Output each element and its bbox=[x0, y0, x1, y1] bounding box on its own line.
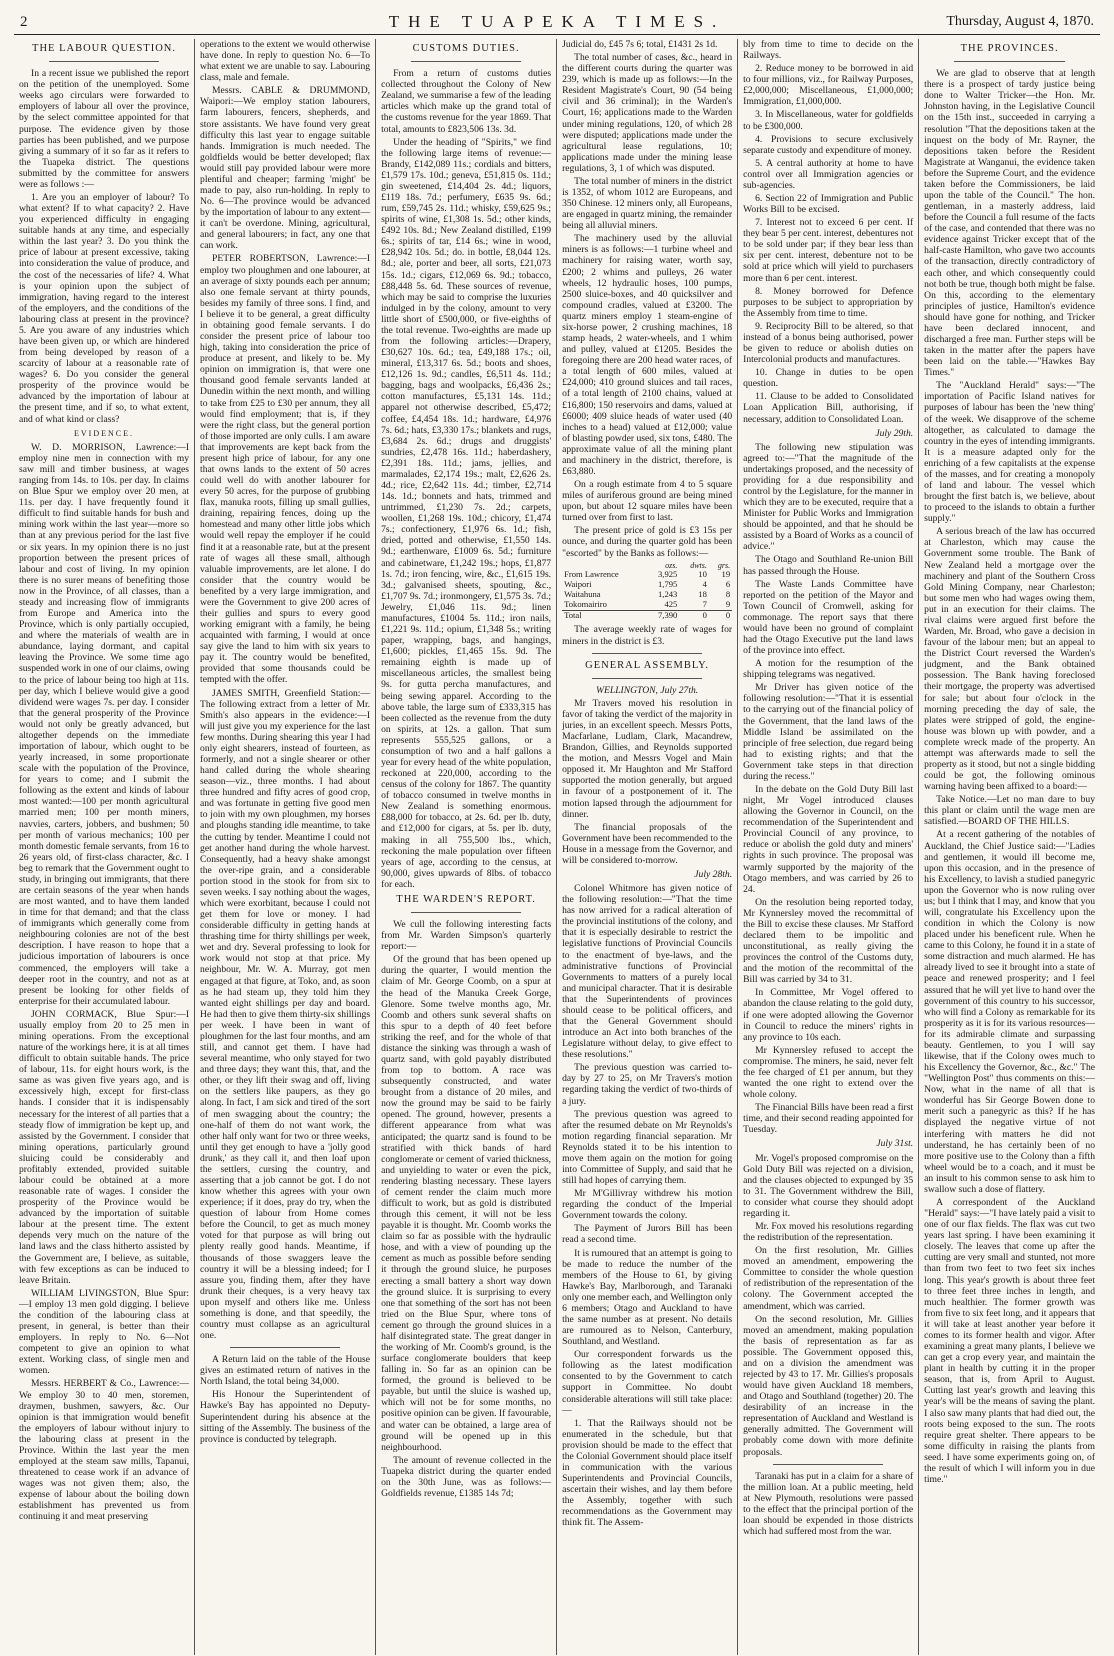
paragraph: In a recent issue we published the report on the petition of the unemployed. Some weeks ago circulars were forwarded to employers of labour all over the province, by the select committee appointed for that purpose. The evidence given by those parties has been published, and we purpose giving a summary of it so far as it refers to the Tuapeka district. The questions submitted by the committee for answers were as follows :— bbox=[19, 68, 190, 190]
divider bbox=[49, 61, 159, 62]
paragraph: WILLIAM LIVINGSTON, Blue Spur:—I employ 13 men gold digging. I believe the condition of the labouring class at present, in general, is better than their employers. In reply to No. 6—Not competent to give an opinion to what extent. Working class, of single men and women. bbox=[19, 1287, 190, 1377]
table-row bbox=[562, 600, 732, 610]
divider bbox=[230, 1347, 340, 1348]
paragraph: A correspondent of the Auckland "Herald" says:—"I have lately paid a visit to one of our flax fields. The flax was cut two years last spring. I have been examining it closely. The leaves that come up after the cutting are very small and stunted, not more than from two feet to two feet six inches long. This year's growth is about three feet to three feet three inches in length, and much healthier. The former growth was from five to six feet long, and it appears that it will take at least another year before it comes to its former health and vigor. After examining a great many plants, I believe we can get a crop every year, and maintain the plant in health by cutting it in the proper season, that is, from April to August. Cutting last year's growth and leaving this year's will be the means of saving the plant. I also saw many plants that had died out, the roots being exposed to the sun. The roots require great shelter. There appears to be some difficulty in raising the plants from seed. I have some experiments going on, of the result of which I will inform you in due time." bbox=[924, 1197, 1096, 1485]
table-cell: 1,243 bbox=[658, 588, 678, 599]
divider bbox=[592, 653, 702, 654]
table-cell: 425 bbox=[664, 598, 678, 609]
column-5 bbox=[738, 39, 919, 1655]
paragraph: A serious breach of the law has occurred at Charleston, which may cause the Government some trouble. The Bank of New Zealand held a mortgage over the machinery and plant of the Southern Cross Gold Mining Company, near Charleston; but some men who had wages owing them, put in an execution for their claims. The rival claims were argued first before the Warden, Mr. Broad, who gave a decision in favour of the labour men; but an appeal to the District Court reversed the Warden's judgment, and the Bank obtained possession. The Bank having foreclosed their mortgage, the property was advertised for sale; but about four o'clock in the morning preceding the day of sale, the plates were stripped of gold, the engine-house was blown up with powder, and a complete wreck made of the property. An attempt was afterwards made to sell the property as it stood, but not a single bidding could be got, the following ominous warning having been affixed to a board:— bbox=[924, 526, 1096, 793]
dateline: July 28th. bbox=[694, 868, 733, 880]
table-header-cell: grs. bbox=[717, 560, 731, 570]
paragraph: In Committee, Mr Vogel offered to abandon the clause relating to the gold duty, if one were adopted allowing the Governor in Council to reduce the miners' rights in any province to 10s each. bbox=[743, 987, 914, 1043]
divider bbox=[773, 1464, 883, 1465]
paragraph: The previous question was carried to-day by 27 to 25, on Mr Travers's motion regarding taking the verdict of two-thirds of a jury. bbox=[562, 1062, 733, 1107]
paragraph: Mr. Fox moved his resolutions regarding the redistribution of the representation. bbox=[743, 1220, 914, 1244]
paragraph: We cull the following interesting facts from Mr. Warden Simpson's quarterly report:— bbox=[381, 919, 552, 953]
dateline: July 31st. bbox=[876, 1138, 914, 1150]
table-total-row bbox=[562, 610, 732, 620]
paragraph: On the second resolution, Mr. Gillies moved an amendment, making population the basis of representation as far as possible. The Government opposed this, and on a division the amendment was rejected by 43 to 17. Mr. Gillies's proposals would have given Auckland 18 members, and Otago and Southland (together) 20. The desirability of an increase in the representation of Auckland and Westland is generally admitted. The Government will probably come down with more definite proposals. bbox=[743, 1313, 914, 1458]
paragraph: The following new stipulation was agreed to:—"That the magnitude of the undertakings proposed, and the necessity of providing for a due responsibility and control by the Legislature, for the manner in which they are to be executed, require that a Minister for Public Works and Immigration should be appointed, and that he should be assisted by a Board of Works as a council of advice." bbox=[743, 441, 914, 553]
paragraph: On a rough estimate from 4 to 5 square miles of auriferous ground are being mined upon, but about 12 square miles have been turned over from first to last. bbox=[562, 479, 733, 524]
paragraph: The Otago and Southland Re-union Bill has passed through the House. bbox=[743, 554, 914, 577]
table-cell: 4 bbox=[702, 578, 707, 589]
dateline: July 29th. bbox=[875, 427, 914, 439]
masthead bbox=[14, 10, 1100, 35]
paragraph: Messrs. HERBERT & Co., Lawrence:—We employ 30 to 40 men, storemen, draymen, bushmen, sawyers, &c. Our opinion is that immigration would benefit the employers of labour without injury to the labouring class at present in the Province. Within the last year the men employed at the steam saw mills, Tapanui, threatened to cease work if an advance of wages was not given them; also, the expense of labour about the boiling down establishment has prevented us from continuing it and meat preserving bbox=[19, 1378, 190, 1523]
paragraph: A Return laid on the table of the House gives an estimated return of natives in the North Island, the total being 34,000. bbox=[200, 1354, 371, 1388]
paragraph: Mr Travers moved his resolution in favor of taking the verdict of the majority in juries, in an excellent speech. Messrs Potts, Macfarlane, Ludlam, Clark, Macandrew, Brandon, Gillies, and Reynolds supported the motion, and Messrs Vogel and Main opposed it. Mr Haughton and Mr Stafford supported the motion generally, but argued in favour of a postponement of it. The motion lapsed through the adjournment for dinner. bbox=[562, 697, 733, 820]
paragraph: 11. Clause to be added to Consolidated Loan Application Bill, authorising, if necessary, addition to Consolidated Loan. bbox=[743, 391, 914, 425]
issue-date: Thursday, August 4, 1870. bbox=[946, 14, 1094, 29]
paragraph: The Payment of Jurors Bill has been read a second time. bbox=[562, 1223, 733, 1246]
paragraph: Mr. Vogel's proposed compromise on the Gold Duty Bill was rejected on a division, and the clauses objected to expunged by 35 to 31. The Government withdrew the Bill, to consider what course they should adopt regarding it. bbox=[743, 1152, 914, 1219]
column-2 bbox=[195, 39, 376, 1655]
paragraph: On the resolution being reported today, Mr Kynnersley moved the recommittal of the Bill to excise these clauses. Mr Stafford declared them to be impolitic and unconstitutional, as really giving the provinces the control of the Customs duty, and the motion of the recommittal of the Bill was carried by 34 to 31. bbox=[743, 896, 914, 986]
paragraph: 6. Section 22 of Immigration and Public Works Bill to be excised. bbox=[743, 193, 914, 216]
paragraph: 1. Are you an employer of labour? To what extent? If to what capacity? 2. Have you experienced difficulty in engaging suitable hands at any time, and especially within the last year? 3. Do you think the price of labour at present excessive, taking into consideration the value of produce, and the cost of the necessaries of life? 4. What is your opinion upon the subject of immigration, having regard to the interest of the employers, and the conditions of the labouring class at present in the province? 5. Are you aware of any industries which have been given up, or which are hindered from being developed by reason of a scarcity of labour at a reasonable rate of wages? 6. Do you consider the general prosperity of the province would be advanced by the importation of labour at the present time, and if so, to what extent, and of what kind or class? bbox=[19, 191, 190, 425]
paragraph: The financial proposals of the Government have been recommended to the House in a message from the Governor, and will be considered to-morrow. bbox=[562, 821, 733, 866]
paragraph: The present price of gold is £3 15s per ounce, and during the quarter gold has been "escorted" by the Banks as follows:— bbox=[562, 525, 733, 559]
paragraph: On the first resolution, Mr. Gillies moved an amendment, empowering the Committee to consider the whole question of redistribution of the representation of the colony. The Government accepted the amendment, which was carried. bbox=[743, 1245, 914, 1312]
paragraph: In the debate on the Gold Duty Bill last night, Mr Vogel introduced clauses allowing the Governor in Council, on the recommendation of the Superintendent and Provincial Council of any province, to reduce or abolish the gold duty and miners' rights in such province. The proposal was warmly supported by the majority of the Otago members, and was carried by 26 to 24. bbox=[743, 784, 914, 895]
paragraph: Mr M'Gillivray withdrew his motion regarding the conduct of the Imperial Government towards the colony. bbox=[562, 1188, 733, 1222]
paragraph: JOHN CORMACK, Blue Spur:—I usually employ from 20 to 25 men in mining operations. From the exceptional nature of the workings here, it is at all times difficult to obtain suitable hands. The price of labour, 11s. for eight hours work, is the same as was given five years ago, and is excessively high, except for first-class hands. I consider that it is indispensably necessary for the interest of all parties that a steady flow of immigration be kept up, and assisted by the Government. I consider that mining operations, particularly ground sluicing could be considerably and profitably extended, provided suitable labour could be obtained at a more reasonable rate of wages. I consider the prosperity of the Province would be advanced by the importation of suitable labour at the present time. The extent depends very much on the nature of the land laws and the class hitherto assisted by the Government are, I believe, as suitable, with few exceptions as can be induced to leave Britain. bbox=[19, 1008, 190, 1286]
paragraph: His Honour the Superintendent of Hawke's Bay has appointed no Deputy-Superintendent during his absence at the sitting of the Assembly. The business of the province is conducted by telegraph. bbox=[200, 1389, 371, 1445]
article-heading-general-assembly: GENERAL ASSEMBLY. bbox=[585, 659, 710, 671]
divider bbox=[592, 678, 702, 679]
table-header-cell: ozs. bbox=[665, 560, 678, 570]
paragraph: Under the heading of "Spirits," we find the following large items of revenue:—Brandy, £142,089 11s.; cordials and bitters, £1,579 17s. 10d.; geneva, £51,815 0s. 11d.; gin sweetened, £14,404 2s. 4d.; liquors, £119 18s. 7d.; perfumery, £635 9s. 6d.; rum, £59,745 2s. 11d.; whisky, £59,625 9s.; spirits of wine, £1,308 1s. 5d.; other kinds, £492 10s. 8d.; New Zealand distilled, £199 6s.; spirits of tar, £14 6s.; wine in wood, £28,942 10s. 5d.; do. in bottle, £8,044 12s. 8d.; ale, porter and beer, all sorts, £21,073 15s. 1d.; cigars, £12,069 6s. 9d.; tobacco, £88,448 5s. 6d. These sources of revenue, which may be said to comprise the luxuries indulged in by the colony, amount to very little short of £500,000, or five-eighths of the total revenue. Two-eighths are made up from the following articles:—Drapery, £30,627 10s. 6d.; tea, £49,188 17s.; oil, mineral, £13,317 6s. 5d.; boots and shoes, £12,126 1s. 9d.; candles, £6,511 4s. 11d.; bagging, bags and woolpacks, £6,436 2s.; cotton manufactures, £5,131 14s. 11d.; apparel not otherwise described, £5,472; coffee, £4,454 18s. 1d.; hardware, £4,976 7s. 6d.; hats, £3,330 17s.; blankets and rugs, £3,684 2s. 6d.; drugs and druggists' sundries, £2,478 16s. 11d.; haberdashery, £2,391 18s. 11d.; jams, jellies, and marmalades, £2,174 19s.; malt, £2,626 2s. 4d.; rice, £2,642 11s. 4d.; timber, £2,714 14s. 1d.; bonnets and hats, trimmed and untrimmed, £1,230 7s. 2d.; carpets, woollen, £1,268 19s. 10d.; chicory, £1,474 7s.; confectionery, £1,976 6s. 1d.; fish, dried, potted and otherwise, £1,550 14s. 9d.; earthenware, £1009 6s. 5d.; furniture and cabinetware, £1,242 19s.; hops, £1,877 1s. 7d.; iron fencing, wire, &c., £1,615 19s. 3d.; galvanised sheets, spouting, &c., £1,707 9s. 7d.; ironmongery, £1,575 3s. 7d.; Jewelry, £1,046 11s. 9d.; linen manufactures, £1004 5s. 11d.; iron nails, £1,221 9s. 11d.; opium, £1,348 5s.; writing paper, wrapping, bags, and hangings, £1,600; pickles, £1,465 15s. 9d. The remaining eighth is made up of miscellaneous articles, the smallest being 9s. for gutta percha manufactures, and being sewing apparel. According to the above table, the large sum of £333,315 has been collected as the revenue from the duty on spirits, at 12s. a gallon. That sum represents 555,525 gallons, or a consumption of two and a half gallons a year for every head of the white population, reckoned at 220,000, according to the census of the colony for 1867. The quantity of tobacco consumed in twelve months in New Zealand is something enormous. £88,000 for tobacco, at 2s. 6d. per lb. duty, and £12,000 for cigars, at 5s. per lb. duty, making in all 755,500 lbs., which, reckoning the male population over fifteen years of age, according to the census, at 90,000, gives upwards of 8lbs. of tobacco for each. bbox=[381, 136, 552, 890]
paragraph: Judicial do, £45 7s 6; total, £1431 2s 1d. bbox=[562, 39, 718, 50]
table-cell: 19 bbox=[721, 568, 731, 579]
paragraph: W. D. MORRISON, Lawrence:—I employ nine men in connection with my saw mill and timber business, at wages ranging from 14s. to 10s. per day. In claims on Blue Spur we employ over 20 men, at 11s. per day. I have frequently found it difficult to find suitable hands for bush and mining work within the last year—more so than at any previous period for the last five or six years. In my opinion there is no just proportion between the present prices of labour and cost of living. In my opinion there is no surer means of benefiting those now in the Province, of all classes, than a steady and increasing flow of immigrants from Europe and America into the Province, which is only partially occupied, and where the materials of wealth are in abundance, laying dormant, and capital leaving the Province. We some time ago suspended work in one of our claims, owing to the price of labour being too high at 11s. per day, which I believe would give a good dividend were wages 7s. per day. I consider that the general prosperity of the Province would not only be greatly advanced, but altogether depends on the immediate importation of labour, which ought to be yearly increased, in some proportionate scale with the population of the Province, for years to come; and I submit the following as the extent and kinds of labour most wanted:—100 per month agricultural married men; 100 per month miners, navvies, carters, jobbers, and bushmen; 50 per month of various mechanics; 100 per month domestic female servants, from 16 to 26 years old, of first-class character, &c. I beg to remark that the Government ought to study, in bringing out immigrants, that there are certain seasons of the year when hands are most wanted, and to have them landed in time for that demand; and that the class of immigrants which generally come from neighbouring colonies are not of the best description. I have reason to hope that a judicious importation of labourers is once commenced, the employers will take a deeper root in the country, and not as at present be looking for other fields of enterprise for their accumulated labour. bbox=[19, 441, 190, 1007]
paragraph: bly from time to time to decide on the Railways. bbox=[743, 39, 914, 62]
table-cell: 7,390 bbox=[646, 610, 679, 620]
paragraph: Messrs. CABLE & DRUMMOND, Waipori:—We employ station labourers, farm labourers, fencers, shepherds, and store assistants. We have found very great difficulty this last year to engage suitable hands. Immigration is much needed. The goldfields would be better developed; flax would still pay provided labour were more plentiful and cheaper; farming 'might' be made to pay, also run-holding. In reply to No. 6—The province would be advanced by the importation of labour to any extent—it can't be overdone. Mining, agricultural, and general labourers; in fact, any one that can work. bbox=[200, 85, 371, 252]
columns bbox=[14, 39, 1100, 1655]
paragraph: The Waste Lands Committee have reported on the petition of the Mayor and Town Council of Cromwell, asking for commonage. The report says that there would have been no ground of complaint had the Otago Executive put the land laws of the province into effect. bbox=[743, 578, 914, 657]
table-cell: 8 bbox=[725, 588, 731, 599]
paragraph: The machinery used by the alluvial miners is as follows:—1 turbine wheel and machinery for raising water, worth say, £200; 2 whims and pulleys, 26 water wheels, 12 hydraulic hoses, 100 pumps, 2500 sluice-boxes, and 40 quicksilver and compound cradles, valued at £3200. The quartz miners employ 1 steam-engine of six-horse power, 2 crushing machines, 18 stamp heads, 2 water-wheels, and 1 whim and pulley, valued at £1205. Besides the foregoing there are 200 head water races, of a total length of 600 miles, valued at £24,000; 410 ground sluices and tail races, of a total length of 2100 chains, valued at £16,800; 150 reservoirs and dams, valued at £6000; 409 sluice heads of water used (40 inches to a head) valued at £12,000; value of blasting powder used, six tons, £480. The approximate value of all the mining plant and machinery in the district, therefore, is £63,880. bbox=[562, 233, 733, 477]
table-cell: Waipori bbox=[564, 578, 592, 589]
paragraph: 3. In Miscellaneous, water for goldfields to be £300,000. bbox=[743, 109, 914, 132]
table-cell: 3,925 bbox=[658, 568, 678, 579]
paragraph: Mr Driver has given notice of the following resolution:—"That it is essential to the carrying out of the financial policy of the Government, that the land laws of the Middle Island be assimilated on the principle of free selection, due regard being had to existing rights; and that the Government take steps in that direction during the recess." bbox=[743, 682, 914, 782]
paragraph: 9. Reciprocity Bill to be altered, so that instead of a bonus being authorised, power be given to reduce or abolish duties on Intercolonial products and manufactures. bbox=[743, 320, 914, 366]
table-cell: 9 bbox=[725, 598, 731, 609]
paragraph: 4. Provisions to secure exclusively separate custody and expenditure of money. bbox=[743, 133, 914, 156]
article-heading-customs-duties: CUSTOMS DUTIES. bbox=[412, 43, 520, 54]
paragraph: Our correspondent forwards us the following as the latest modification consented to by the Government to catch support in Committee. No doubt considerable alterations will still take place:— bbox=[562, 1349, 733, 1416]
table-cell: Tokomairiro bbox=[564, 598, 607, 609]
paragraph: PETER ROBERTSON, Lawrence:—I employ two ploughmen and one labourer, at an average of sixty pounds each per annum; also one female servant at thirty pounds, besides my family of three sons. I find, and I believe it to be general, a great difficulty in obtaining good female servants. I do consider the present price of labour too high, taking into consideration the price of produce at present, and likely to be. My opinion on immigration is, that were one thousand good female servants landed at Dunedin within the next month, and willing to take from £25 to £30 per annum, they all would find employment; that is, if they were the right class, but the general portion of those imported are only culls. I am aware that improvements are kept back from the present high price of labour, for any one that owns lands to the extent of 50 acres could well do with another labourer for every 50 acres, for the purpose of grubbing flax, manuka roots, filling up small gullies, draining, repairing fences, doing up the homestead and many other little jobs which would well repay the employer if he could find it at a reasonable rate, but at the present rate of wages all these small, although valuable improvements, are let alone. I do consider that the country would be benefited by a very large immigration, and were the Government to give 200 acres of their gullies and spurs to every good working emigrant with a family, he being acquainted with farming, I would at once say give the land to him with six years to pay it. The country would be benefited, provided that some thousands could be tempted with the offer. bbox=[200, 253, 371, 686]
paragraph: The amount of revenue collected in the Tuapeka district during the quarter ended on the 30th June, was as follows:—Goldfields revenue, £1385 14s 7d; bbox=[381, 1454, 552, 1500]
table-cell: 7 bbox=[702, 598, 707, 609]
paragraph: 2. Reduce money to be borrowed in aid to four millions, viz., for Railway Purposes, £2,000,000; Miscellaneous, £1,000,000; Immigration, £1,000,000. bbox=[743, 63, 914, 108]
paragraph: 10. Change in duties to be open question. bbox=[743, 367, 914, 390]
paragraph: The Financial Bills have been read a first time, and their second reading appointed for Tuesday. bbox=[743, 1102, 914, 1136]
article-heading-the-provinces: THE PROVINCES. bbox=[960, 43, 1059, 54]
paragraph: The previous question was agreed to after the resumed debate on Mr Reynolds's motion regarding financial separation. Mr Reynolds stated it to be his intention to move them again on the motion for going into Committee of Supply, and said that he still had hopes of carrying them. bbox=[562, 1108, 733, 1187]
newspaper-title: THE TUAPEKA TIMES. bbox=[388, 12, 726, 31]
divider bbox=[411, 912, 521, 913]
paragraph: The total number of miners in the district is 1352, of whom 1012 are Europeans, and 350 Chinese. 12 miners only, all Europeans, are engaged in quartz mining, the remainder being all alluvial miners. bbox=[562, 175, 733, 232]
paragraph: The "Auckland Herald" says:—"The importation of Pacific Island natives for purposes of labour has been the 'new thing' of the week. We disapprove of the scheme altogether, as calculated to damage the country in the eyes of intending immigrants. It is a measure adapted only for the enriching of a few capitalists at the expense of the masses, and for creating a monopoly of land and labour. The vessel which brought the first batch is, we believe, about to proceed to the islands to obtain a further supply." bbox=[924, 380, 1096, 525]
paragraph: Mr Kynnersley refused to accept the compromise. The miners, he said, never felt the fee charged of £1 per annum, but they wanted the one right to extend over the whole colony. bbox=[743, 1044, 914, 1101]
table-cell: 6 bbox=[725, 578, 731, 589]
paragraph: The average weekly rate of wages for miners in the district is £3. bbox=[562, 624, 733, 647]
paragraph: operations to the extent we would otherwise have done. In reply to question No. 6—To what extent we are unable to say. Labouring class, male and female. bbox=[200, 39, 371, 84]
paragraph: It is rumoured that an attempt is going to be made to reduce the number of the members of the House to 61, by giving Hawke's Bay, Marlborough, and Taranaki only one member each, and Wellington only 6 members; Otago and Auckland to have the same number as at present. No details are rumoured as to Nelson, Canterbury, Southland, and Westland. bbox=[562, 1247, 733, 1348]
column-1 bbox=[14, 39, 195, 1655]
table-cell: 0 bbox=[679, 610, 709, 620]
paragraph: We are glad to observe that at length there is a prospect of tardy justice being done to Walter Tricker—the Hon. Mr. Johnston having, in the Legislative Council on the 15th inst., succeeded in carrying a resolution "That the depositions taken at the inquest on the body of Mr. Rayner, the depositions taken before the Resident Magistrate at Wanganui, the evidence taken before the Supreme Court, and the evidence taken before the Commissioners, be laid upon the table of the Council." The hon. gentleman, in a masterly address, laid before the Council a full resume of the facts of the case, and contended that there was no evidence against Tricker except that of the half-caste Hamilton, who gave two accounts of the transaction, directly contradictory of each other, and which consequently could not both be true, though both might be false. On this, according to the elementary principles of justice, Hamilton's evidence should have gone for nothing, and Tricker have been declared innocent, and discharged a free man. Further steps will be taken in the matter after the papers have been laid on the table.—"Hawkes Bay Times." bbox=[924, 68, 1096, 379]
table-cell: 1,795 bbox=[658, 578, 678, 589]
table-header-cell: dwts. bbox=[690, 560, 707, 570]
table-cell: From Lawrence bbox=[564, 568, 619, 579]
paragraph: Taranaki has put in a claim for a share of the million loan. At a public meeting, held at New Plymouth, resolutions were passed to the effect that the principal portion of the loan should be expended in those districts which had suffered most from the war. bbox=[743, 1470, 914, 1537]
table-cell: 10 bbox=[698, 568, 707, 579]
paragraph: A motion for the resumption of the shipping telegrams was negatived. bbox=[743, 658, 914, 681]
article-heading-labour-question: THE LABOUR QUESTION. bbox=[32, 43, 176, 54]
paragraph: Of the ground that has been opened up during the quarter, I would mention the claim of Mr. George Coomb, on a spur at the head of the Manuka Creek Gorge, Glenore. Some twelve months ago, Mr. Coomb and others sunk several shafts on this spur to a depth of 40 feet before striking the reef, and for the whole of that distance the sinking was through a wash of quartz sand, with gold payably distributed from top to bottom. A race was subsequently constructed, and water brought from a distance of 20 miles, and now the ground may be said to be fairly opened. The ground, however, presents a different appearance from what was anticipated; the quartz sand is found to be stratified with thick bands of hard conglomerate or cement of varied thickness, and unyielding to water or even the pick, rendering blasting necessary. These layers of cement render the claim much more difficult to work, but as gold is distributed through this cement, it will not be less payable it is thought. Mr. Coomb works the claim so far as possible with the hydraulic hose, and with a view of pounding up the cement as much as possible before sending it through the ground sluice, he purposes erecting a small battery a short way down the ground sluice. It is surprising to every one that something of the sort has not been tried on the Blue Spur, where tons of cement go through the ground sluices in a half disintegrated state. The great danger in the working of Mr. Coomb's ground, is the surface conglomerate boulders that keep falling in. So far as an opinion can be formed, the ground is believed to be payable, but until the sluice is washed up, which will not be for some months, no positive opinion can be given. If favourable, and water can be obtained, a large area of ground will be opened up in this neighbourhood. bbox=[381, 954, 552, 1453]
column-4 bbox=[557, 39, 738, 1655]
paragraph: Colonel Whitmore has given notice of the following resolution:—"That the time has now arrived for a radical alteration of the provincial institutions of the colony, and that it is especially desirable to restrict the legislative functions of Provincial Councils to the enactment of bye-laws, and the administrative functions of Provincial Governments to matters of a purely local and municipal character. That it is desirable that the Superintendents of provinces should cease to be political officers, and that the General Government should introduce an Act into both branches of the Legislature without delay, to give effect to these resolutions." bbox=[562, 883, 733, 1061]
divider bbox=[411, 61, 521, 62]
paragraph: At a recent gathering of the notables of Auckland, the Chief Justice said:—"Ladies and gentlemen, it would ill become me, upon this occasion, and in the presence of his Excellency, to lavish a studied panegyric upon the Governor who is now ruling over us; but I think that I may, and know that you will, congratulate his Excellency upon the condition in which the Colony is now placed under his beneficent rule. When he came to this Colony, he found it in a state of some distraction and much alarmed. He has already lived to see it brought into a state of peace and renewed prosperity; and I feel assured that he will yet live to hand over the government of this country to his successor, who will find a Colony as remarkable for its prosperity as it is for its various resources—for its admirable climate and surpassing beauty. Gentlemen, to you I will say likewise, that if the Colony owes much to his Excellency the Governor, &c., &c." The "Wellington Post" thus comments on this:—Now, what in the name of all that is wonderful has Sir George Bowen done to merit such a panegyric as this? If he has displayed the negative virtue of not interfering with matters he did not understand, he has certainly been of no more positive use to the Colony than a fifth wheel would be to a coach, and it must be an insult to his common sense to ask him to swallow such a dose of flattery. bbox=[924, 829, 1096, 1195]
divider bbox=[954, 61, 1065, 62]
paragraph: 8. Money borrowed for Defence purposes to be subject to appropriation by the Assembly from time to time. bbox=[743, 285, 914, 319]
paragraph: 5. A central authority at home to have control over all Immigration agencies or sub-agencies. bbox=[743, 157, 914, 191]
paragraph: From a return of customs duties collected throughout the Colony of New Zealand, we summarise a few of the leading articles which make up the grand total of the customs revenue for the year 1869. That total, amounts to £823,506 13s. 3d. bbox=[381, 68, 552, 135]
table-cell: Waitahuna bbox=[564, 588, 601, 599]
article-heading-wardens-report: THE WARDEN'S REPORT. bbox=[396, 893, 536, 905]
paragraph: 1. That the Railways should not be enumerated in the schedule, but that provision should be made to the effect that the Colonial Government should place itself in communication with the various Superintendents and Provincial Councils, ascertain their wishes, and lay them before the Assembly, together with such recommendations as the Government may think fit. The Assem- bbox=[562, 1417, 733, 1529]
paragraph: Take Notice.—Let no man dare to buy this plant or claim until the wage men are satisfied.—BOARD OF THE HILLS. bbox=[924, 794, 1096, 828]
table-cell: 0 bbox=[709, 610, 732, 620]
table-cell: 18 bbox=[698, 588, 707, 599]
paragraph: The total number of cases, &c., heard in the different courts during the quarter was 239, which is made up as follows:—In the Resident Magistrate's Court, 90 (54 being civil and 36 criminal); in the Warden's Court, 16; applications made to the Warden under mining regulations, 120, of which 28 were disputed; applications made under the agricultural lease regulations, 10; applications made under the mining lease regulations, 3, 1 of which was disputed. bbox=[562, 52, 733, 174]
subheading-evidence: EVIDENCE. bbox=[74, 428, 135, 438]
paragraph: 7. Interest not to exceed 6 per cent. If they bear 5 per cent. interest, debentures not to be sold under par; if they bear less than six per cent. interest, debenture not to be sold at price which will yield to purchasers more than 6 per cent. interest. bbox=[743, 217, 914, 284]
dateline: WELLINGTON, July 27th. bbox=[596, 684, 699, 696]
paragraph: JAMES SMITH, Greenfield Station:—The following extract from a letter of Mr. Smith's also appears in the evidence:—I will just give you my experience for the last few months. During shearing this year I had only eight shearers, instead of fourteen, as formerly, and not a single shearer or other hand called during the whole shearing season—viz., three months. I had about three hundred and fifty acres of good crop, and was fortunate in getting five good men to join with my own ploughmen, my horses and ploughs standing idle meantime, to take the cutting by tender. Meantime I could not get another hand during the whole harvest. Consequently, had a heavy shake amongst the over-ripe grain, and a considerable portion stood in the stook for from six to seven weeks. I say nothing about the wages, which were exorbitant, because I could not get them for love or money. I had considerable difficulty in getting hands at thrashing time for thirty shillings per week, wet and dry. Several professing to look for work would not stop at that price. My neighbour, Mr. W. A. Murray, got men engaged at that figure, at Toko, and, as soon as he had steam up, they told him they wanted eight shillings per day and board. He had then to give them thirty-six shillings per week. I have been in want of ploughmen for the last four months, and am still, and cannot get them. I have had several meantime, who only stayed for two and three days; they want this, that, and the other, or they lift their swag and off, living on the settlers like paupers, as they go along. In fact, I am sick and tired of the sort of men swagging about the country; the one-half of them do not want work, the other half only want for two or three weeks, until they get enough to have a 'jolly good drunk,' as they call it, and then loaf upon the settlers, cursing the country, and asserting that a job cannot be got. I do not know whether this agrees with your own experience; if it does, pray do try, when the question of labour from Home comes before the Council, to get as much money voted for that purpose as will bring out plenty really good hands. Meantime, if thousands of those swaggers leave the country it will be a blessing indeed; for I assure you, finding them, after they have drunk their cheques, is a very heavy tax upon myself and others like me. Unless something is done, and that speedily, the country must collapse as an agricultural one. bbox=[200, 687, 371, 1342]
column-6 bbox=[919, 39, 1100, 1655]
table-cell: Total bbox=[562, 610, 646, 620]
gold-escort-table bbox=[562, 561, 732, 621]
column-3 bbox=[376, 39, 557, 1655]
page-number: 2 bbox=[20, 14, 28, 30]
